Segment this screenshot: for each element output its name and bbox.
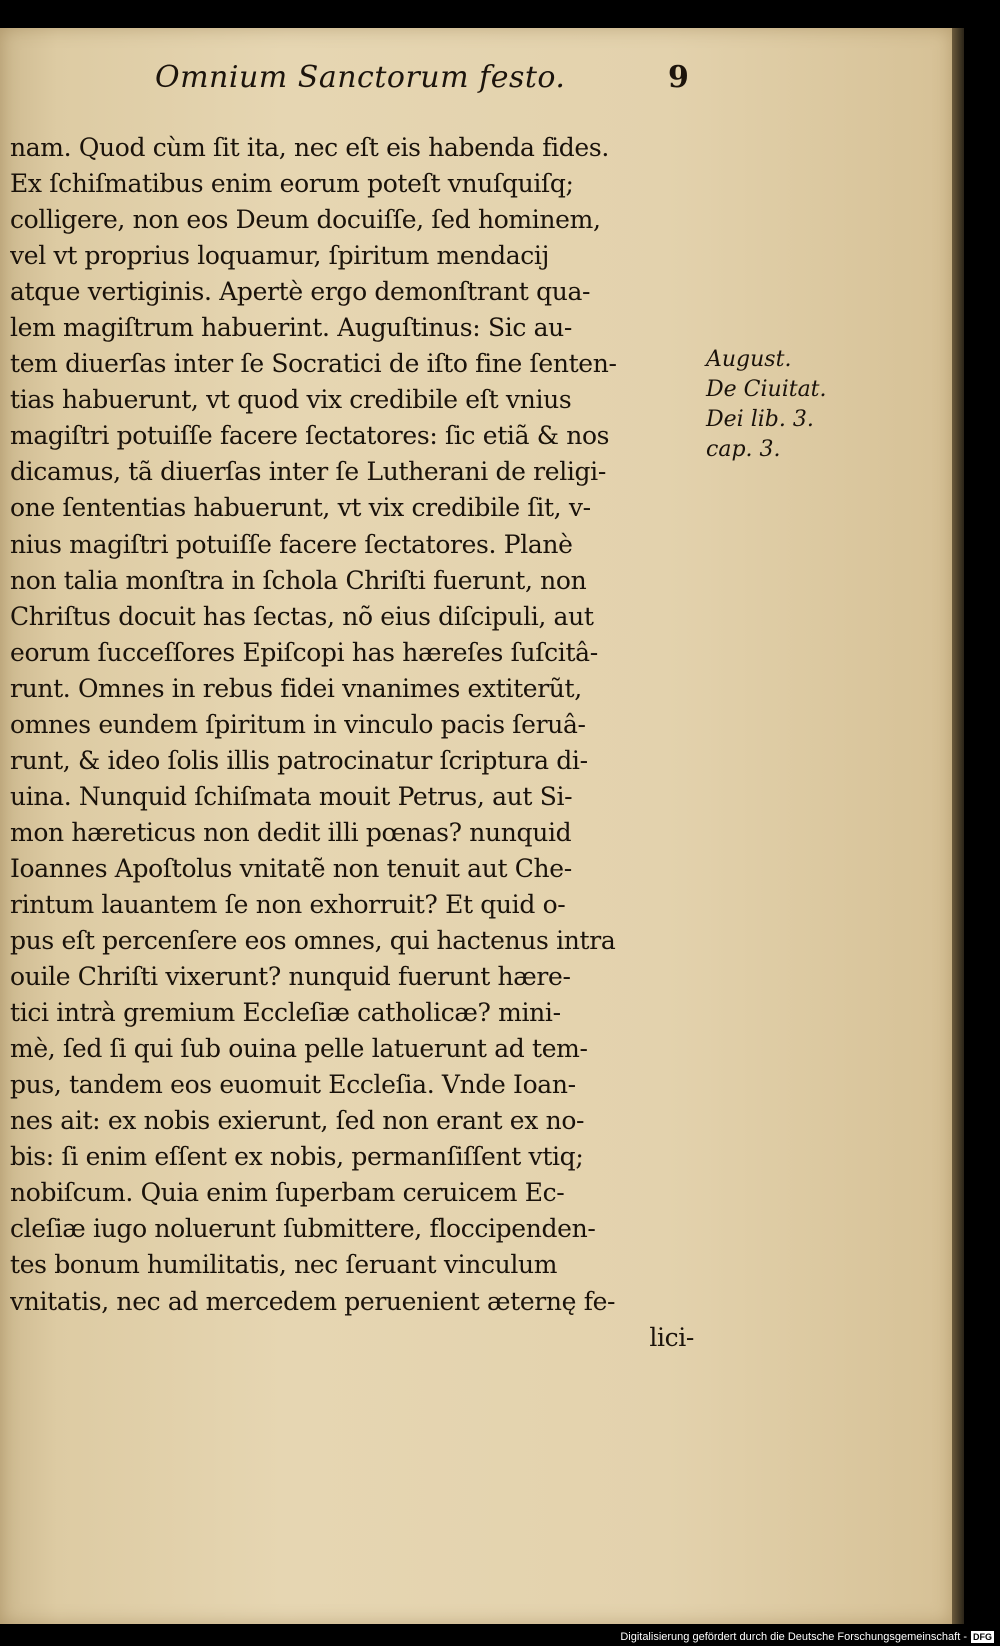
text-line: Ioannes Apoſtolus vnitatẽ non tenuit aut Che- <box>10 853 572 883</box>
text-line: uina. Nunquid ſchiſmata mouit Petrus, aut Si- <box>10 781 573 811</box>
text-line: magiſtri potuiſſe facere ſectatores: ſic etiã & nos <box>10 421 610 451</box>
text-line: pus eſt percenſere eos omnes, qui hactenus intra <box>10 926 616 956</box>
text-line: runt, & ideo ſolis illis patrocinatur ſcriptura di- <box>10 745 588 775</box>
text-line: ouile Chriſti vixerunt? nunquid fuerunt hære- <box>10 962 571 992</box>
marginal-note-line: August. <box>706 347 792 372</box>
folio-number: 9 <box>668 60 689 95</box>
text-line: vel vt proprius loquamur, ſpiritum mendacij <box>10 241 549 271</box>
text-line: vnitatis, nec ad mercedem peruenient æternę fe- <box>10 1286 616 1316</box>
text-line: mè, ſed ſi qui ſub ouina pelle latuerunt ad tem- <box>10 1034 588 1064</box>
text-line: mon hæreticus non dedit illi pœnas? nunquid <box>10 817 572 847</box>
marginal-note-line: cap. 3. <box>706 437 781 462</box>
text-line: Ex ſchiſmatibus enim eorum poteſt vnuſquiſq; <box>10 169 574 199</box>
text-line: colligere, non eos Deum docuiſſe, ſed hominem, <box>10 205 601 235</box>
marginal-note-line: De Ciuitat. <box>706 377 827 402</box>
text-line: pus, tandem eos euomuit Eccleſia. Vnde Ioan- <box>10 1070 576 1100</box>
text-line: rintum lauantem ſe non exhorruit? Et quid o- <box>10 889 566 919</box>
text-line: atque vertiginis. Apertè ergo demonſtrant qua- <box>10 277 591 307</box>
text-line: bis: ſi enim eſſent ex nobis, permanſiſſent vtiq; <box>10 1142 584 1172</box>
running-head: Omnium Sanctorum festo. <box>155 60 566 95</box>
text-line: runt. Omnes in rebus fidei vnanimes extiterũt, <box>10 673 582 703</box>
marginal-note-line: Dei lib. 3. <box>706 407 814 432</box>
text-line: tici intrà gremium Eccleſiæ catholicæ? mini- <box>10 998 561 1028</box>
text-line: cleſiæ iugo noluerunt ſubmittere, floccipenden- <box>10 1214 596 1244</box>
text-line: nobiſcum. Quia enim ſuperbam ceruicem Ec- <box>10 1178 565 1208</box>
text-line: non talia monſtra in ſchola Chriſti fuerunt, non <box>10 565 587 595</box>
text-line: omnes eundem ſpiritum in vinculo pacis ſeruâ- <box>10 709 586 739</box>
text-line: nam. Quod cùm ſit ita, nec eſt eis habenda fides. <box>10 133 609 162</box>
text-line: tes bonum humilitatis, nec ſeruant vinculum <box>10 1250 558 1280</box>
catchword: lici- <box>649 1322 694 1352</box>
text-line: lem magiſtrum habuerint. Auguſtinus: Sic au- <box>10 313 573 343</box>
text-line: nius magiſtri potuiſſe facere ſectatores. Planè <box>10 529 573 559</box>
text-line: Chriſtus docuit has ſectas, nõ eius diſcipuli, aut <box>10 601 594 631</box>
text-line: one ſententias habuerunt, vt vix credibile ſit, v- <box>10 493 591 523</box>
text-line: tias habuerunt, vt quod vix credibile eſt vnius <box>10 385 572 415</box>
funding-footer <box>580 1628 1000 1646</box>
dfg-logo: DFG <box>973 1632 992 1642</box>
page-edge-shadow <box>952 28 964 1624</box>
funding-notice: Digitalisierung gefördert durch die Deutsche Forschungsgemeinschaft - <box>620 1631 967 1643</box>
marginal-note <box>706 345 836 465</box>
text-line: dicamus, tã diuerſas inter ſe Lutherani de religi- <box>10 457 606 487</box>
text-line: tem diuerſas inter ſe Socratici de iſto fine ſenten- <box>10 349 617 379</box>
text-line: eorum ſucceſſores Epiſcopi has hæreſes ſuſcitâ- <box>10 637 598 667</box>
body-text-block <box>10 130 700 1356</box>
text-line: nes ait: ex nobis exierunt, ſed non erant ex no- <box>10 1106 585 1136</box>
